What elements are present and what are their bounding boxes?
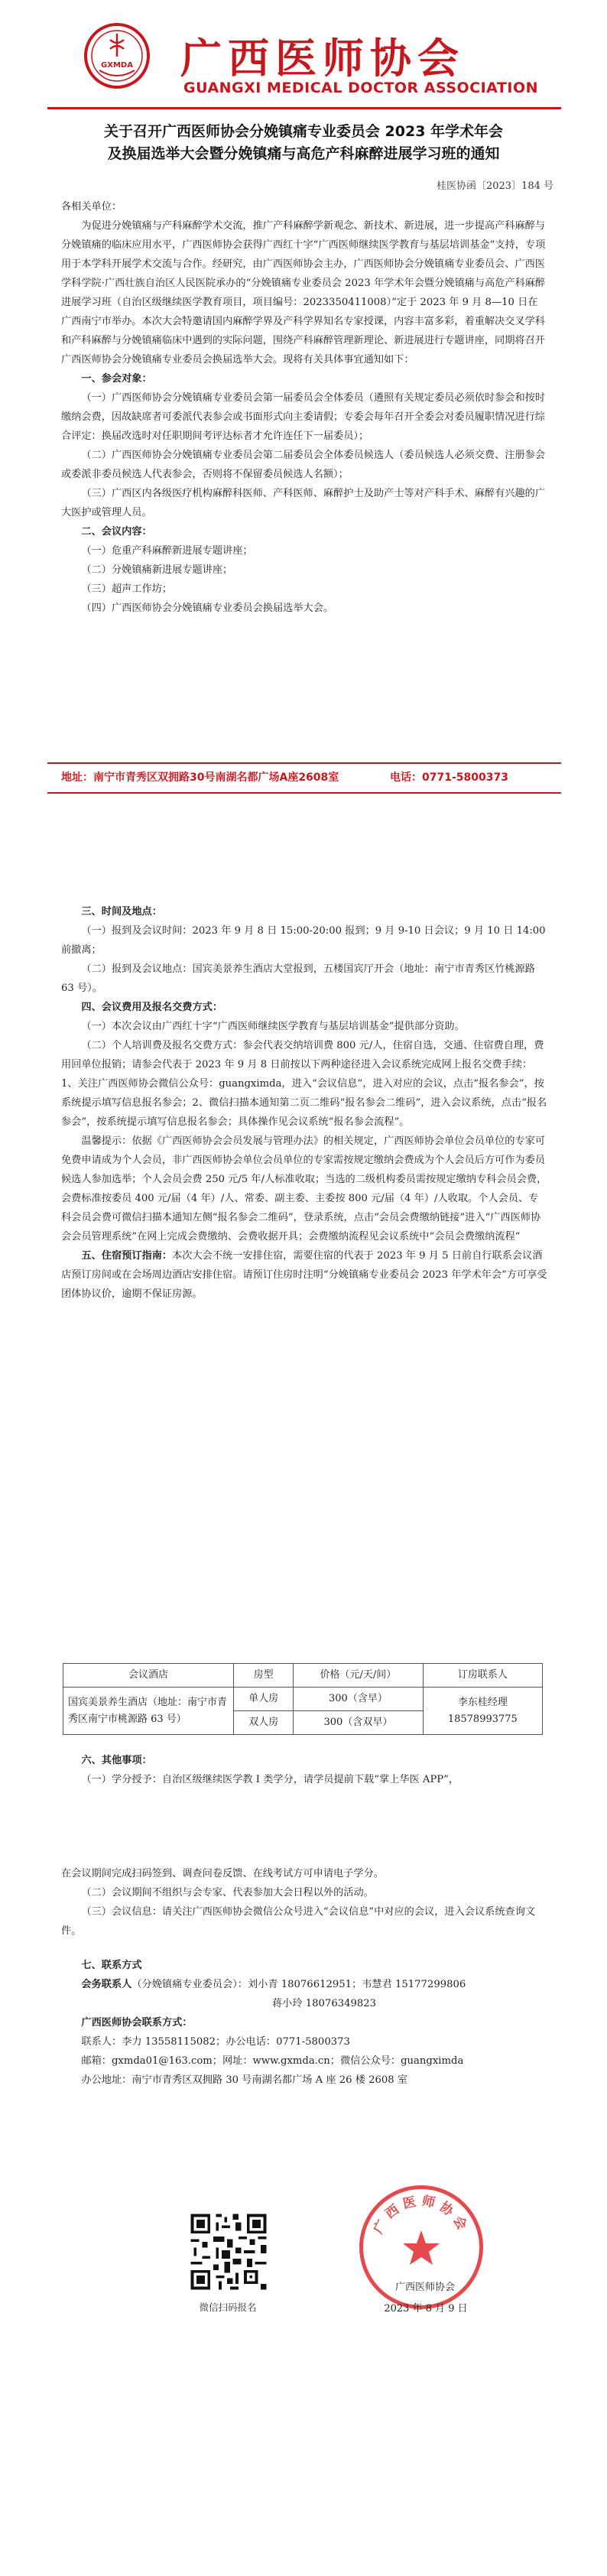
other-item-1-end: 在会议期间完成扫码签到、调查问卷反馈、在线考试方可申请电子学分。 [61, 1868, 384, 1879]
body-section-3 [61, 1751, 547, 1789]
participants-item-2: （二）广西医师协会分娩镇痛专业委员会第二届委员会全体委员候选人（委员候选人必须交费、注册参会或委派非委员候选人代表参会，否则将不保留委员候选人名额）； [61, 450, 546, 480]
association-contact-line-2: 邮箱：gxmda01@163.com；网址：www.gxmda.cn；微信公众号：guangximda [81, 2055, 464, 2067]
section-heading-participants: 一、参会对象： [81, 373, 152, 385]
body-section-1 [61, 197, 547, 618]
place-item: （二）报到及会议地点：国宾美景养生酒店大堂报到，五楼国宾厅开会（地址：南宁市青秀区竹桃源路 63 号）。 [61, 963, 535, 994]
seal-org-name: 广西医师协会 [394, 2282, 455, 2293]
room-price-cell: 300（含双早） [294, 1711, 424, 1735]
hotel-table [63, 1663, 543, 1735]
accommodation-paragraph [61, 1246, 547, 1304]
content-item-3: （三）超声工作坊； [81, 583, 173, 595]
contact-phone: 18578993775 [447, 1713, 518, 1725]
table-header-contact: 订房联系人 [423, 1664, 542, 1688]
contact-name: 李东桂经理 [457, 1696, 508, 1708]
org-name-cn: 广西医师协会 [180, 34, 465, 83]
table-row [63, 1688, 543, 1711]
association-logo [84, 23, 150, 89]
association-contacts-heading: 广西医师协会联系方式： [81, 2017, 193, 2029]
salutation: 各相关单位： [61, 201, 122, 213]
affairs-contacts-2: 蒋小玲 18076349823 [272, 1998, 377, 2009]
footer-phone: 电话：0771-5800373 [390, 772, 508, 784]
section-heading-contacts: 七、联系方式 [81, 1960, 142, 1971]
title-line-1: 关于召开广西医师协会分娩镇痛专业委员会 2023 年学术年会 [103, 123, 504, 140]
other-item-3: （三）会议信息：请关注广西医师协会微信公众号进入“会议信息”中对应的会议，进入会议系统查询文件。 [61, 1906, 536, 1937]
other-item-1-start: （一）学分授予：自治区级继续医学教 I 类学分，请学员提前下载“掌上华医 APP”， [81, 1774, 459, 1785]
page-footer [61, 769, 547, 784]
affairs-contacts [61, 1975, 547, 1994]
contact-cell [423, 1688, 542, 1735]
participants-item-3: （三）广西区内各级医疗机构麻醉科医师、产科医师、麻醉护士及助产士等对产科手术、麻醉有兴趣的广大医护或管理人员。 [61, 488, 546, 518]
document-title [61, 121, 546, 165]
fees-item-1: （一）本次会议由广西红十字“广西医师继续医学教育与基层培训基金”提供部分资助。 [81, 1021, 465, 1032]
affairs-org: （分娩镇痛专业委员会） [131, 1979, 238, 1990]
body-section-contacts [61, 1956, 547, 2090]
section-heading-fees: 四、会议费用及报名交费方式： [81, 1002, 223, 1013]
association-contact-line-3: 办公地址：南宁市青秀区双拥路 30 号南湖名都广场 A 座 26 楼 2608 室 [81, 2074, 408, 2086]
fees-item-2: （二）个人培训费及报名交费方式：参会代表交纳培训费 800 元/人，住宿自选，交通、住宿费自理，费用回单位报销；请参会代表于 2023 年 9 月 8 日前按以下两种途径进入会议系统完成网上报名交费手续：1、关注广西医师协会微信公众号：guangximda，进入“会议信息”，进入对应的会议，点击“报名参会”，按系统提示填写信息报名参会；2、微信扫描本通知第二页二维码“报名参会二维码”，进入会议系统，点击“报名参会”，按系统提示填写信息报名参会；具体操作见会议系统“报名参会流程”。 [61, 1040, 547, 1128]
header-divider [47, 107, 561, 109]
section-heading-content: 二、会议内容： [81, 526, 152, 538]
content-item-2: （二）分娩镇痛新进展专题讲座； [81, 564, 233, 576]
content-item-1: （一）危重产科麻醉新进展专题讲座； [81, 545, 253, 557]
accommodation-text: 本次大会不统一安排住宿，需要住宿的代表于 2023 年 9 月 5 日前自行联系会议酒店预订房间或在会场周边酒店安排住宿。请预订住房时注明“分娩镇痛专业委员会 2023 年学术年会”方可享受团体协议价，逾期不保证房源。 [61, 1250, 547, 1300]
table-header-row [63, 1664, 543, 1688]
body-section-2 [61, 902, 547, 1304]
room-price-cell: 300（含早） [294, 1688, 424, 1711]
org-name-en: GUANGXI MEDICAL DOCTOR ASSOCIATION [183, 80, 538, 96]
letterhead [0, 0, 607, 115]
registration-qr-code[interactable] [188, 2211, 269, 2292]
other-item-2: （二）会议期间不组织与会专家、代表参加大会日程以外的活动。 [81, 1887, 374, 1899]
logo-emblem-icon [87, 26, 147, 86]
qr-caption: 微信扫码报名 [199, 2302, 257, 2313]
table-header-price: 价格（元/天/间） [294, 1664, 424, 1688]
affairs-contacts-1: ：刘小青 18076612951；韦慧君 15177299806 [237, 1979, 466, 1990]
room-type-cell: 单人房 [234, 1688, 294, 1711]
body-section-4 [61, 1864, 547, 1941]
footer-divider-top [47, 762, 561, 764]
time-item: （一）报到及会议时间：2023 年 9 月 8 日 15:00-20:00 报到；9 月 9-10 日会议；9 月 10 日 14:00 前撤离； [61, 925, 546, 956]
issue-date: 2023 年 8 月 9 日 [384, 2303, 468, 2315]
section-heading-other: 六、其他事项： [81, 1755, 152, 1766]
seal-ring-text: 广西医师协会 [371, 2193, 472, 2237]
document-number: 桂医协函〔2023〕184 号 [436, 180, 553, 192]
table-header-room-type: 房型 [234, 1664, 294, 1688]
svg-text:广西医师协会 [370, 2193, 472, 2237]
table-header-hotel: 会议酒店 [63, 1664, 234, 1688]
footer-address: 地址：南宁市青秀区双拥路30号南湖名都广场A座2608室 [61, 772, 339, 784]
association-contact-line-1: 联系人：李力 13558115082；办公电话：0771-5800373 [81, 2036, 350, 2048]
logo-abbreviation: GXMDA [101, 61, 133, 70]
hotel-name-cell: 国宾美景养生酒店（地址：南宁市青秀区南宁市桃源路 63 号） [63, 1688, 234, 1735]
content-item-4: （四）广西医师协会分娩镇痛专业委员会换届选举大会。 [81, 603, 334, 614]
footer-divider-bottom [47, 792, 561, 794]
section-heading-time-place: 三、时间及地点： [81, 906, 162, 918]
fees-reminder: 温馨提示：依据《广西医师协会会员发展与管理办法》的相关规定，广西医师协会单位会员单位的专家可免费申请成为个人会员，非广西医师协会单位会员单位的专家需按规定缴纳会费成为个人会员后方可作为委员候选人参加选举；个人会员会费 250 元/5 年/人标准收取；当选的二级机构委员需按规定缴纳专科会员会费，会费标准按委员 400 元/届（4 年）/人、常委、副主委、主委按 800 元/届（4 年）/人收取。个人会员、专科会员会费可微信扫描本通知左侧“报名参会二维码”，登录系统，点击“会员会费缴纳链接”进入“广西医师协会会员管理系统”在网上完成会费缴纳、会费收据开具；会费缴纳流程见会议系统中“会员会费缴纳流程” [61, 1135, 547, 1243]
participants-item-1: （一）广西医师协会分娩镇痛专业委员会第一届委员会全体委员（遴照有关规定委员必须依时参会和按时缴纳会费，因故缺席者可委派代表参会或书面形式向主委请假；专委会每年召开全委会对委员履职情况进行综合评定：换届改选时对任职期间考评达标者才允许连任下一届委员）； [61, 392, 546, 442]
affairs-label: 会务联系人 [81, 1979, 132, 1990]
title-line-2: 及换届选举大会暨分娩镇痛与高危产科麻醉进展学习班的通知 [107, 145, 500, 162]
room-type-cell: 双人房 [234, 1711, 294, 1735]
intro-paragraph: 为促进分娩镇痛与产科麻醉学术交流，推广产科麻醉学新观念、新技术、新进展，进一步提高产科麻醉与分娩镇痛的临床应用水平，广西医师协会获得广西红十字“广西医师继续医学教育与基层培训基金”支持，专项用于本学科开展学术交流与合作。经研究，由广西医师协会主办，广西医师协会分娩镇痛专业委员会、广西医学科学院·广西壮族自治区人民医院承办的“分娩镇痛专业委员会 2023 年学术年会暨分娩镇痛与高危产科麻醉进展学习班（自治区级继续医学教育项目，项目编号：2023350411008）”定于 2023 年 9 月 8—10 日在广西南宁市举办。本次大会特邀请国内麻醉学界及产科学界知名专家授课，内容丰富多彩，着重解决交叉学科和产科麻醉与分娩镇痛临床中遇到的实际问题，围绕产科麻醉管理新理论、新进展进行专题讲座，同期将召开广西医师协会分娩镇痛专业委员会换届选举大会。现将有关具体事宜通知如下： [61, 220, 546, 365]
section-heading-accommodation: 五、住宿预订指南： [81, 1250, 173, 1262]
